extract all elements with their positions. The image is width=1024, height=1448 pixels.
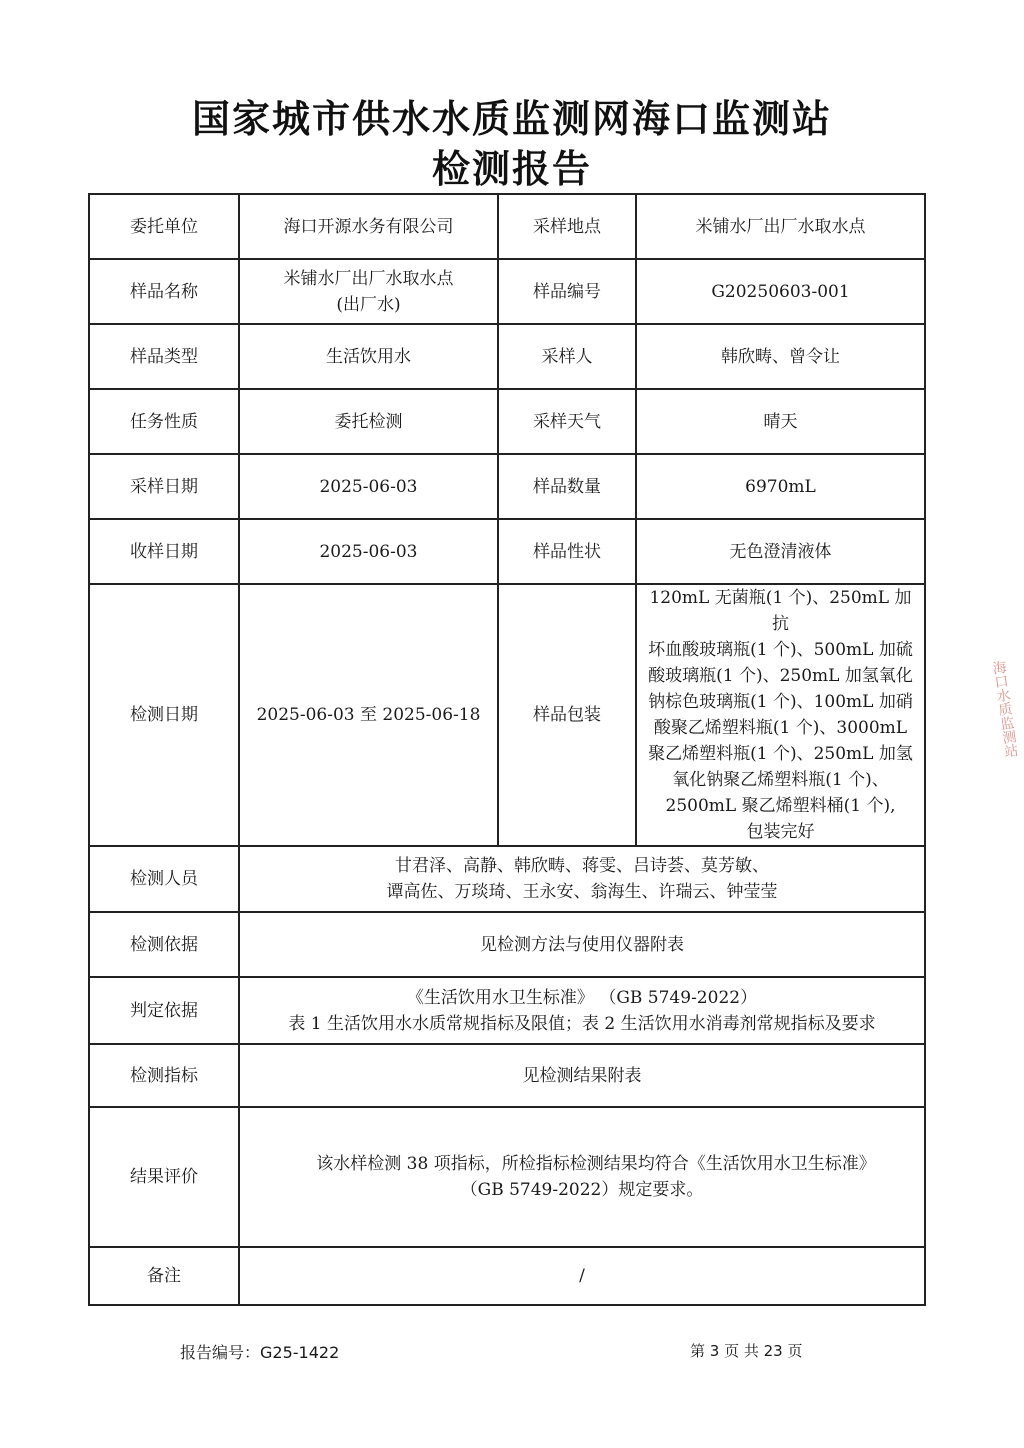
value-sample-quantity: 6970mL — [636, 454, 925, 519]
value-judgment-basis — [239, 977, 925, 1044]
table-row — [89, 519, 925, 584]
evaluation-line1-text: 该水样检测 38 项指标，所检指标检测结果均符合《生活饮用水卫生标准》 — [316, 1154, 876, 1174]
testers-line2: 谭高佐、万琰琦、王永安、翁海生、许瑞云、钟莹莹 — [386, 882, 778, 902]
judgment-line1: 《生活饮用水卫生标准》 （GB 5749-2022） — [406, 987, 758, 1008]
value-receipt-date: 2025-06-03 — [239, 519, 498, 584]
packaging-line: 2500mL 聚乙烯塑料桶(1 个), — [665, 796, 896, 816]
value-sample-name-line1: 米铺水厂出厂水取水点 — [283, 268, 454, 289]
table-row — [89, 194, 925, 259]
label-sample-name: 样品名称 — [89, 259, 239, 324]
value-sampling-date: 2025-06-03 — [239, 454, 498, 519]
value-testers — [239, 846, 925, 912]
label-receipt-date: 收样日期 — [89, 519, 239, 584]
value-sampling-site: 米铺水厂出厂水取水点 — [636, 194, 925, 259]
label-sampling-site: 采样地点 — [498, 194, 636, 259]
label-task-nature: 任务性质 — [89, 389, 239, 454]
table-row — [89, 1044, 925, 1107]
table-row — [89, 324, 925, 389]
report-title-line1: 国家城市供水水质监测网海口监测站 — [191, 97, 832, 141]
value-client: 海口开源水务有限公司 — [239, 194, 498, 259]
report-title-line2: 检测报告 — [431, 147, 592, 191]
table-row — [89, 846, 925, 912]
label-weather: 采样天气 — [498, 389, 636, 454]
value-sample-name — [239, 259, 498, 324]
packaging-line: 钠棕色玻璃瓶(1 个)、100mL 加硝 — [648, 692, 913, 712]
packaging-line: 酸玻璃瓶(1 个)、250mL 加氢氧化 — [648, 666, 913, 686]
label-client: 委托单位 — [89, 194, 239, 259]
report-info-table — [88, 193, 926, 1306]
value-sample-id: G20250603-001 — [636, 259, 925, 324]
label-testers: 检测人员 — [89, 846, 239, 912]
label-judgment-basis: 判定依据 — [89, 977, 239, 1044]
label-sample-appearance: 样品性状 — [498, 519, 636, 584]
table-row — [89, 977, 925, 1044]
evaluation-line1 — [246, 1151, 918, 1177]
table-row — [89, 1247, 925, 1305]
packaging-line: 包装完好 — [746, 822, 815, 842]
value-test-indicators: 见检测结果附表 — [239, 1044, 925, 1107]
packaging-line: 酸聚乙烯塑料瓶(1 个)、3000mL — [653, 718, 908, 738]
label-sample-type: 样品类型 — [89, 324, 239, 389]
value-weather: 晴天 — [636, 389, 925, 454]
value-test-date: 2025-06-03 至 2025-06-18 — [239, 584, 498, 846]
value-remarks: / — [239, 1247, 925, 1305]
table-row — [89, 389, 925, 454]
table-row — [89, 259, 925, 324]
report-number: 报告编号：G25-1422 — [180, 1343, 340, 1362]
label-sampler: 采样人 — [498, 324, 636, 389]
label-remarks: 备注 — [89, 1247, 239, 1305]
label-test-indicators: 检测指标 — [89, 1044, 239, 1107]
packaging-line: 120mL 无菌瓶(1 个)、250mL 加抗 — [649, 588, 912, 634]
packaging-line: 氧化钠聚乙烯塑料瓶(1 个)、 — [672, 770, 889, 790]
page-number: 第 3 页 共 23 页 — [690, 1342, 803, 1360]
value-packaging — [636, 584, 925, 846]
packaging-line: 坏血酸玻璃瓶(1 个)、500mL 加硫 — [648, 640, 913, 660]
seam-stamp: 海口水质监测站 — [989, 659, 1020, 759]
label-result-evaluation: 结果评价 — [89, 1107, 239, 1247]
table-row — [89, 584, 925, 846]
label-packaging: 样品包装 — [498, 584, 636, 846]
judgment-line2: 表 1 生活饮用水水质常规指标及限值；表 2 生活饮用水消毒剂常规指标及要求 — [288, 1013, 876, 1034]
value-sample-type: 生活饮用水 — [239, 324, 498, 389]
testers-line1: 甘君泽、高静、韩欣畴、蒋雯、吕诗荟、莫芳敏、 — [395, 856, 769, 876]
table-row — [89, 1107, 925, 1247]
value-task-nature: 委托检测 — [239, 389, 498, 454]
evaluation-line2: （GB 5749-2022）规定要求。 — [460, 1180, 704, 1200]
value-test-basis: 见检测方法与使用仪器附表 — [239, 912, 925, 977]
label-test-basis: 检测依据 — [89, 912, 239, 977]
table-row — [89, 912, 925, 977]
packaging-line: 聚乙烯塑料瓶(1 个)、250mL 加氢 — [648, 744, 913, 764]
label-sampling-date: 采样日期 — [89, 454, 239, 519]
value-sampler: 韩欣畴、曾令让 — [636, 324, 925, 389]
label-test-date: 检测日期 — [89, 584, 239, 846]
table-row — [89, 454, 925, 519]
value-sample-name-line2: (出厂水) — [336, 294, 401, 315]
label-sample-id: 样品编号 — [498, 259, 636, 324]
value-sample-appearance: 无色澄清液体 — [636, 519, 925, 584]
value-result-evaluation — [239, 1107, 925, 1247]
label-sample-quantity: 样品数量 — [498, 454, 636, 519]
